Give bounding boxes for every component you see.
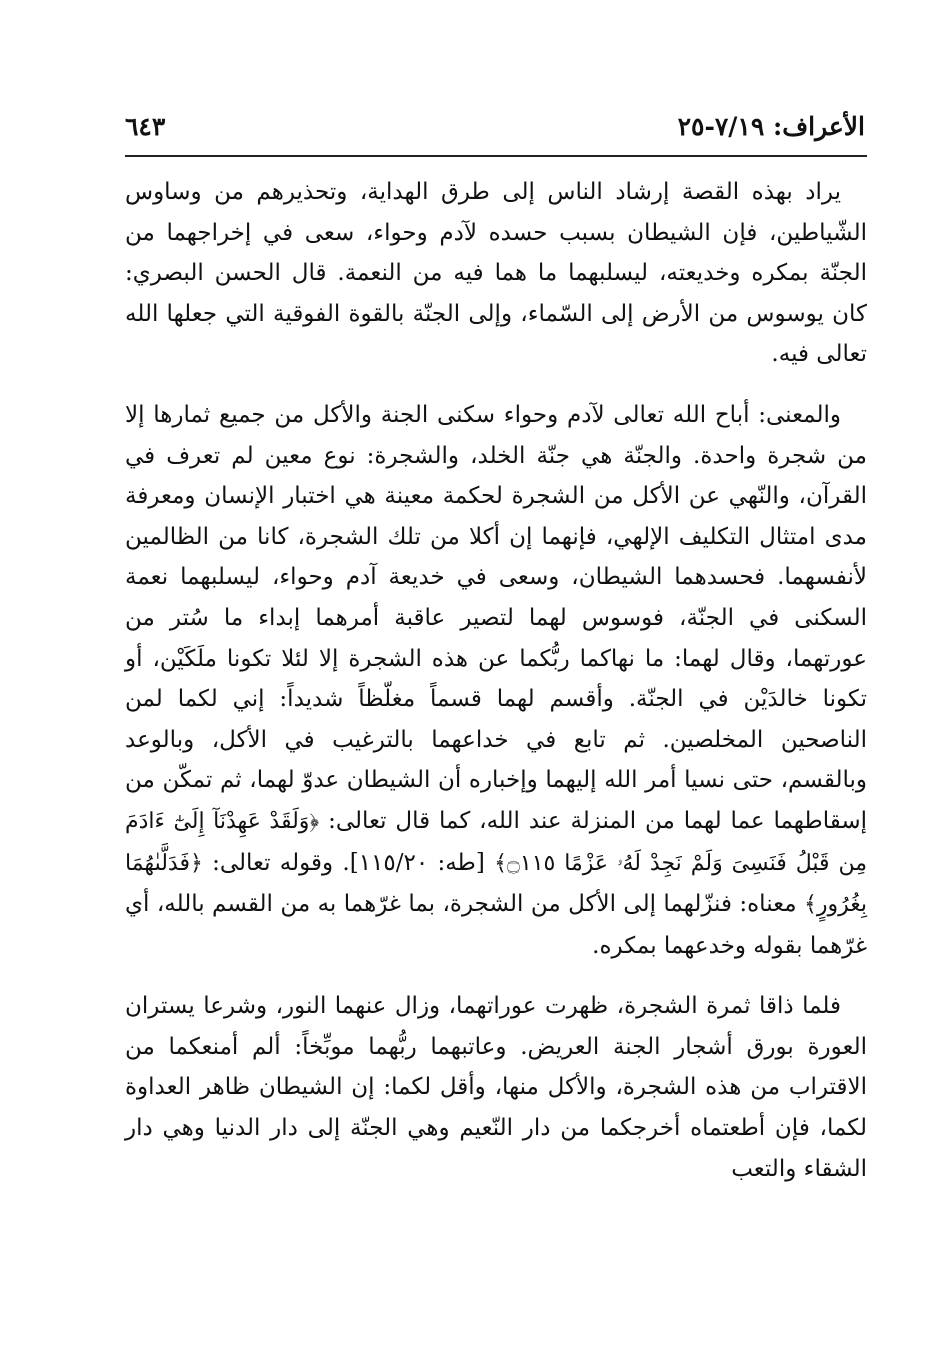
running-head-title: الأعراف: ٧/١٩-٢٥ bbox=[677, 112, 865, 141]
page-number: ٦٤٣ bbox=[125, 112, 166, 141]
verse-reference-text: [طه: ١١٥/٢٠]. وقوله تعالى: bbox=[202, 849, 495, 876]
main-text bbox=[125, 172, 867, 1189]
running-head bbox=[125, 104, 865, 152]
paragraph-meaning bbox=[125, 395, 867, 966]
quran-verse-fadallahuma: ﴿فَدَلَّىٰهُمَا بِغُرُورٍ﴾ bbox=[125, 850, 867, 918]
meaning-text-before-verse: والمعنى: أباح الله تعالى لآدم وحواء سكنى الجنة والأكل من جميع ثمارها إلا من شجرة واحدة. والجنّة هي جنّة الخلد، والشجرة: نوع معين لم تعرف في القرآن، والنّهي عن الأكل من الشجرة لحكمة معينة هي اختبار الإنسان ومعرفة مدى امتثال التكليف الإلهي، فإنهما إن أكلا من تلك الشجرة، كانا من الظالمين لأنفسهما. فحسدهما الشيطان، وسعى في خديعة آدم وحواء، ليسلبهما نعمة السكنى في الجنّة، فوسوس لهما لتصير عاقبة أمرهما إبداء ما سُتر من عورتهما، وقال لهما: ما نهاكما ربُّكما عن هذه الشجرة إلا لئلا تكونا ملَكَيْن، أو تكونا خالدَيْن في الجنّة. وأقسم لهما قسماً مغلّظاً شديداً: إني لكما لمن الناصحين المخلصين. ثم تابع في خداعهما بالترغيب في الأكل، وبالوعد وبالقسم، حتى نسيا أمر الله إليهما وإخباره أن الشيطان عدوّ لهما، ثم تمكّن من إسقاطهما عما لهما من المنزلة عند الله، كما قال تعالى: bbox=[125, 401, 868, 834]
quran-verse-taha: ﴿وَلَقَدْ عَهِدْنَآ إِلَىٰٓ ءَادَمَ مِن قَبْلُ فَنَسِىَ وَلَمْ نَجِدْ لَهُۥ عَزْمًا ۝١١٥﴾ bbox=[125, 808, 867, 876]
paragraph-purpose-of-story: يراد بهذه القصة إرشاد الناس إلى طرق الهداية، وتحذيرهم من وساوس الشّياطين، فإن الشيطان بسبب حسده لآدم وحواء، سعى في إخراجهما من الجنّة بمكره وخديعته، ليسلبهما ما هما فيه من النعمة. قال الحسن البصري: كان يوسوس من الأرض إلى السّماء، وإلى الجنّة بالقوة الفوقية التي جعلها الله تعالى فيه. bbox=[125, 179, 867, 368]
meaning-text-after-verse: معناه: فنزّلهما إلى الأكل من الشجرة، بما غرّهما به من القسم بالله، أي غرّهما بقوله وخدعهما بمكره. bbox=[125, 891, 867, 959]
paragraph-after-eating: فلما ذاقا ثمرة الشجرة، ظهرت عوراتهما، وزال عنهما النور، وشرعا يستران العورة بورق أشجار الجنة العريض. وعاتبهما ربُّهما موبِّخاً: ألم أمنعكما من الاقتراب من هذه الشجرة، والأكل منها، وأقل لكما: إن الشيطان ظاهر العداوة لكما، فإن أطعتماه أخرجكما من دار النّعيم وهي الجنّة إلى دار الدنيا وهي دار الشقاء والتعب bbox=[125, 993, 867, 1182]
header-rule bbox=[125, 155, 867, 157]
